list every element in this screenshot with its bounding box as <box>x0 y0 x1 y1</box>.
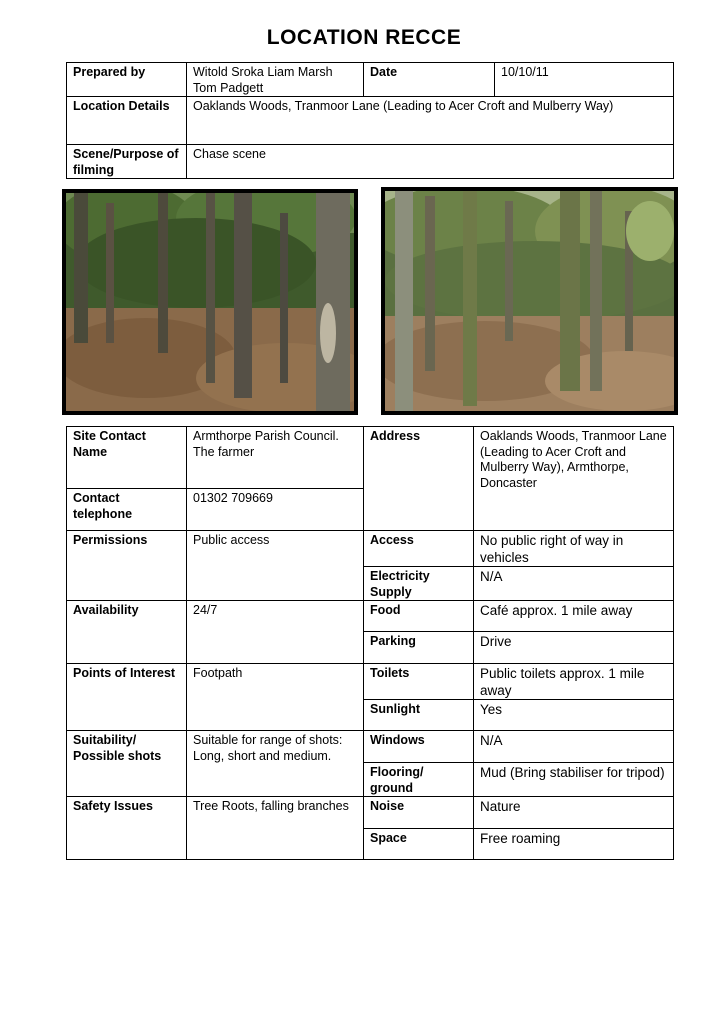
food-label: Food <box>364 601 474 632</box>
food-value: Café approx. 1 mile away <box>474 601 674 632</box>
toilets-label: Toilets <box>364 664 474 700</box>
address-label: Address <box>364 427 474 531</box>
page-title: LOCATION RECCE <box>266 26 462 49</box>
site-contact-label: Site Contact Name <box>67 427 187 489</box>
noise-label: Noise <box>364 797 474 829</box>
availability-value: 24/7 <box>187 601 364 664</box>
electricity-supply-label: Electricity Supply <box>364 567 474 601</box>
availability-label: Availability <box>67 601 187 664</box>
safety-issues-label: Safety Issues <box>67 797 187 860</box>
contact-telephone-value: 01302 709669 <box>187 489 364 531</box>
access-label: Access <box>364 531 474 567</box>
space-value: Free roaming <box>474 829 674 860</box>
sunlight-value: Yes <box>474 700 674 731</box>
safety-issues-value: Tree Roots, falling branches <box>187 797 364 860</box>
parking-label: Parking <box>364 632 474 664</box>
toilets-value: Public toilets approx. 1 mile away <box>474 664 674 700</box>
windows-value: N/A <box>474 731 674 763</box>
access-value: No public right of way in vehicles <box>474 531 674 567</box>
points-of-interest-value: Footpath <box>187 664 364 731</box>
header-table <box>66 62 674 179</box>
details-table <box>66 426 674 860</box>
electricity-supply-value: N/A <box>474 567 674 601</box>
location-details-label: Location Details <box>67 97 187 145</box>
site-contact-value: Armthorpe Parish Council. The farmer <box>187 427 364 489</box>
windows-label: Windows <box>364 731 474 763</box>
permissions-label: Permissions <box>67 531 187 601</box>
space-label: Space <box>364 829 474 860</box>
suitability-value: Suitable for range of shots: Long, short and medium. <box>187 731 364 797</box>
woodland-photo-1 <box>62 189 358 415</box>
permissions-value: Public access <box>187 531 364 601</box>
address-value: Oaklands Woods, Tranmoor Lane (Leading to Acer Croft and Mulberry Way), Armthorpe, Doncaster <box>474 427 674 531</box>
scene-purpose-value: Chase scene <box>187 145 674 179</box>
contact-telephone-label: Contact telephone <box>67 489 187 531</box>
prepared-by-label: Prepared by <box>67 63 187 97</box>
suitability-label: Suitability/ Possible shots <box>67 731 187 797</box>
points-of-interest-label: Points of Interest <box>67 664 187 731</box>
noise-value: Nature <box>474 797 674 829</box>
date-value: 10/10/11 <box>495 63 674 97</box>
prepared-by-value: Witold Sroka Liam Marsh Tom Padgett <box>187 63 364 97</box>
sunlight-label: Sunlight <box>364 700 474 731</box>
parking-value: Drive <box>474 632 674 664</box>
flooring-ground-label: Flooring/ ground <box>364 763 474 797</box>
location-details-value: Oaklands Woods, Tranmoor Lane (Leading to Acer Croft and Mulberry Way) <box>187 97 674 145</box>
date-label: Date <box>364 63 495 97</box>
flooring-ground-value: Mud (Bring stabiliser for tripod) <box>474 763 674 797</box>
woodland-photo-2 <box>381 187 678 415</box>
scene-purpose-label: Scene/Purpose of filming <box>67 145 187 179</box>
